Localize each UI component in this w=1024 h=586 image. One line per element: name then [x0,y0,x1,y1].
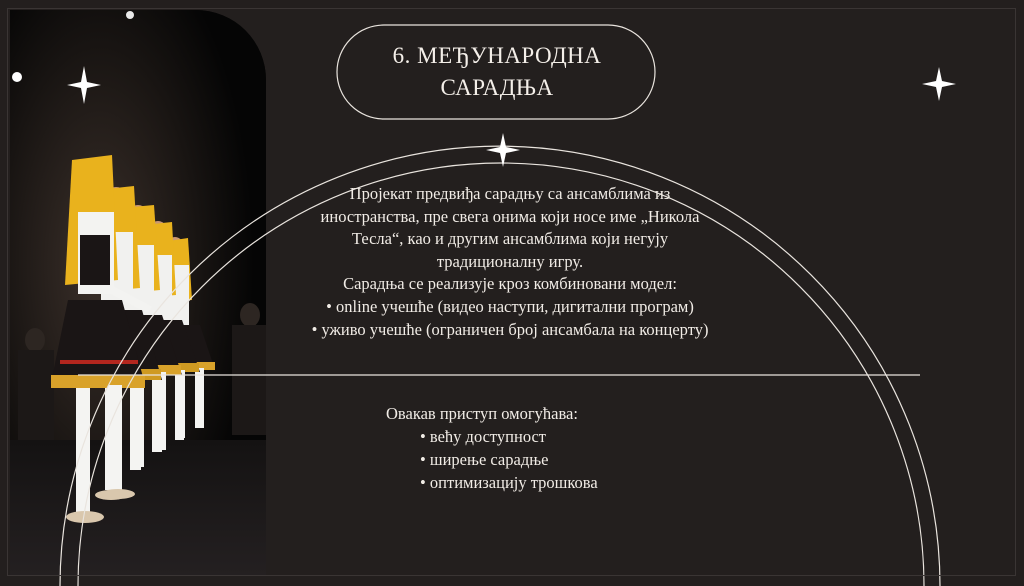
benefit-item: • ширење сарадње [420,450,549,469]
benefit-item: • оптимизацију трошкова [420,473,598,492]
paragraph-line: Пројекат предвиђа сарадњу са ансамблима из [349,184,671,203]
paragraph-line: традиционалну игру. [436,251,584,271]
paragraph-bullet: • online учешће (видео наступи, дигитални програм) [326,296,694,316]
benefits-heading: Овакав приступ омогућава: [386,404,578,423]
paragraph-bullet: • уживо учешће (ограничен број ансамбала на концерту) [311,319,709,339]
title-line-1: 6. МЕЂУНАРОДНА [392,43,602,68]
paragraph-line: Тесла“, као и другим ансамблима који негују [351,229,669,249]
paragraph-line: иностранства, пре свега онима који носе име „Никола [320,206,700,226]
benefits-list [330,402,670,494]
paragraph-line: Сарадња се реализује кроз комбиновани модел: [343,274,677,294]
sparkle-icon [486,133,520,167]
benefit-item: • већу доступност [420,427,547,446]
slide-title [0,40,994,104]
title-line-2: САРАДЊА [440,75,554,100]
cooperation-paragraph [272,183,748,341]
